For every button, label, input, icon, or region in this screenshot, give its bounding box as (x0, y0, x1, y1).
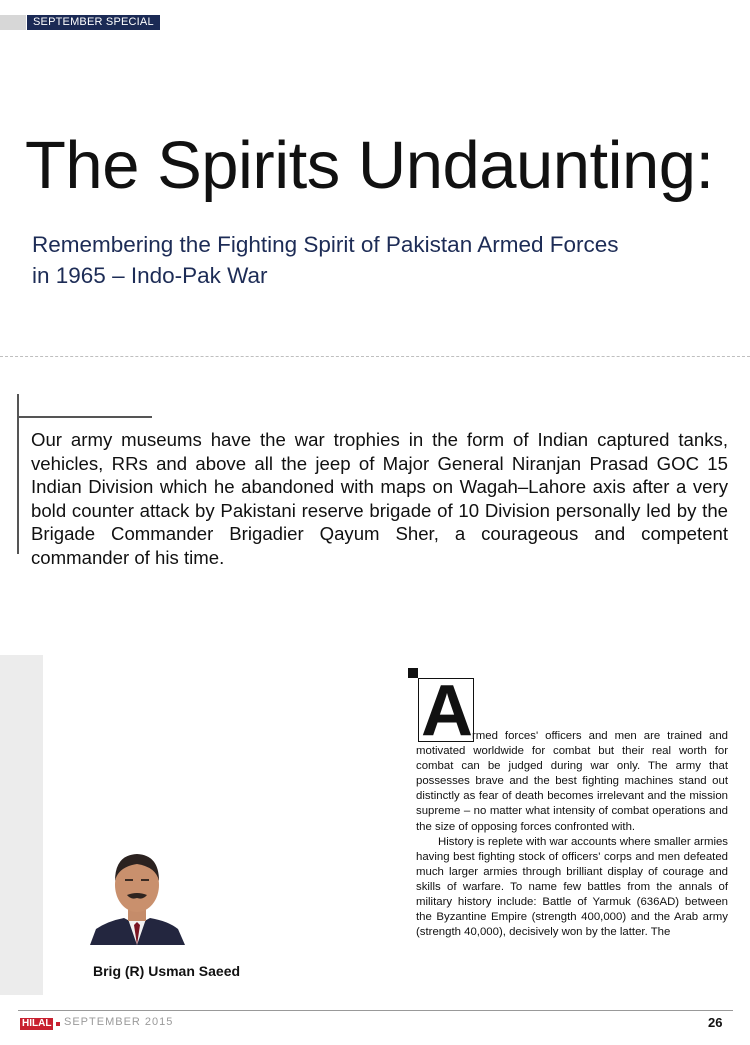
page-number: 26 (708, 1015, 723, 1030)
pull-quote: Our army museums have the war trophies in the form of Indian captured tanks, vehicles, RRs and above all the jeep of Major General Niranjan Prasad GOC 15 Indian Division which he abandoned with maps on Wagah–Lahore axis after a very bold counter attack by Pakistani reserve brigade of 10 Division personally led by the Brigade Commander Brigadier Qayum Sher, a courageous and competent commander of his time. (31, 429, 728, 568)
body-paragraph-1: rmed forces' officers and men are trained and motivated worldwide for combat but their real worth for combat can be judged during war only. The army that possesses brave and the best fighting machines stand out distinctly as fear of death becomes irrelevant and the mission supreme – no matter what intensity of combat operations and the size of opposing forces confronted with. (416, 730, 728, 833)
pull-quote-horizontal-rule (17, 416, 152, 418)
subtitle-line-1: Remembering the Fighting Spirit of Pakistan Armed Forces (32, 232, 619, 257)
footer-separator (56, 1022, 60, 1026)
section-tag-accent (0, 15, 26, 30)
dashed-divider (0, 356, 750, 357)
drop-cap: A (421, 671, 473, 751)
author-photo-icon (88, 845, 186, 945)
side-gray-strip (0, 655, 43, 995)
footer-issue: SEPTEMBER 2015 (64, 1016, 174, 1028)
article-subtitle (32, 229, 682, 291)
author-portrait (88, 845, 186, 945)
drop-cap-corner (408, 668, 418, 678)
author-byline: Brig (R) Usman Saeed (93, 963, 241, 979)
article-body (416, 729, 728, 940)
pull-quote-vertical-rule (17, 394, 19, 554)
subtitle-line-2: in 1965 – Indo-Pak War (32, 263, 268, 288)
body-paragraph-2: History is replete with war accounts where smaller armies having best fighting stock of officers' corps and men defeated much larger armies through brilliant display of courage and skills of warfare. To name few battles from the annals of military history include: Battle of Yarmuk (636AD) between the Byzantine Empire (strength 400,000) and the Arab army (strength 40,000), decisively won by the latter. The (416, 835, 728, 939)
section-tag: SEPTEMBER SPECIAL (27, 15, 160, 30)
magazine-logo: HILAL (22, 1018, 52, 1029)
article-title: The Spirits Undaunting: (25, 128, 714, 203)
footer-rule (18, 1010, 733, 1011)
